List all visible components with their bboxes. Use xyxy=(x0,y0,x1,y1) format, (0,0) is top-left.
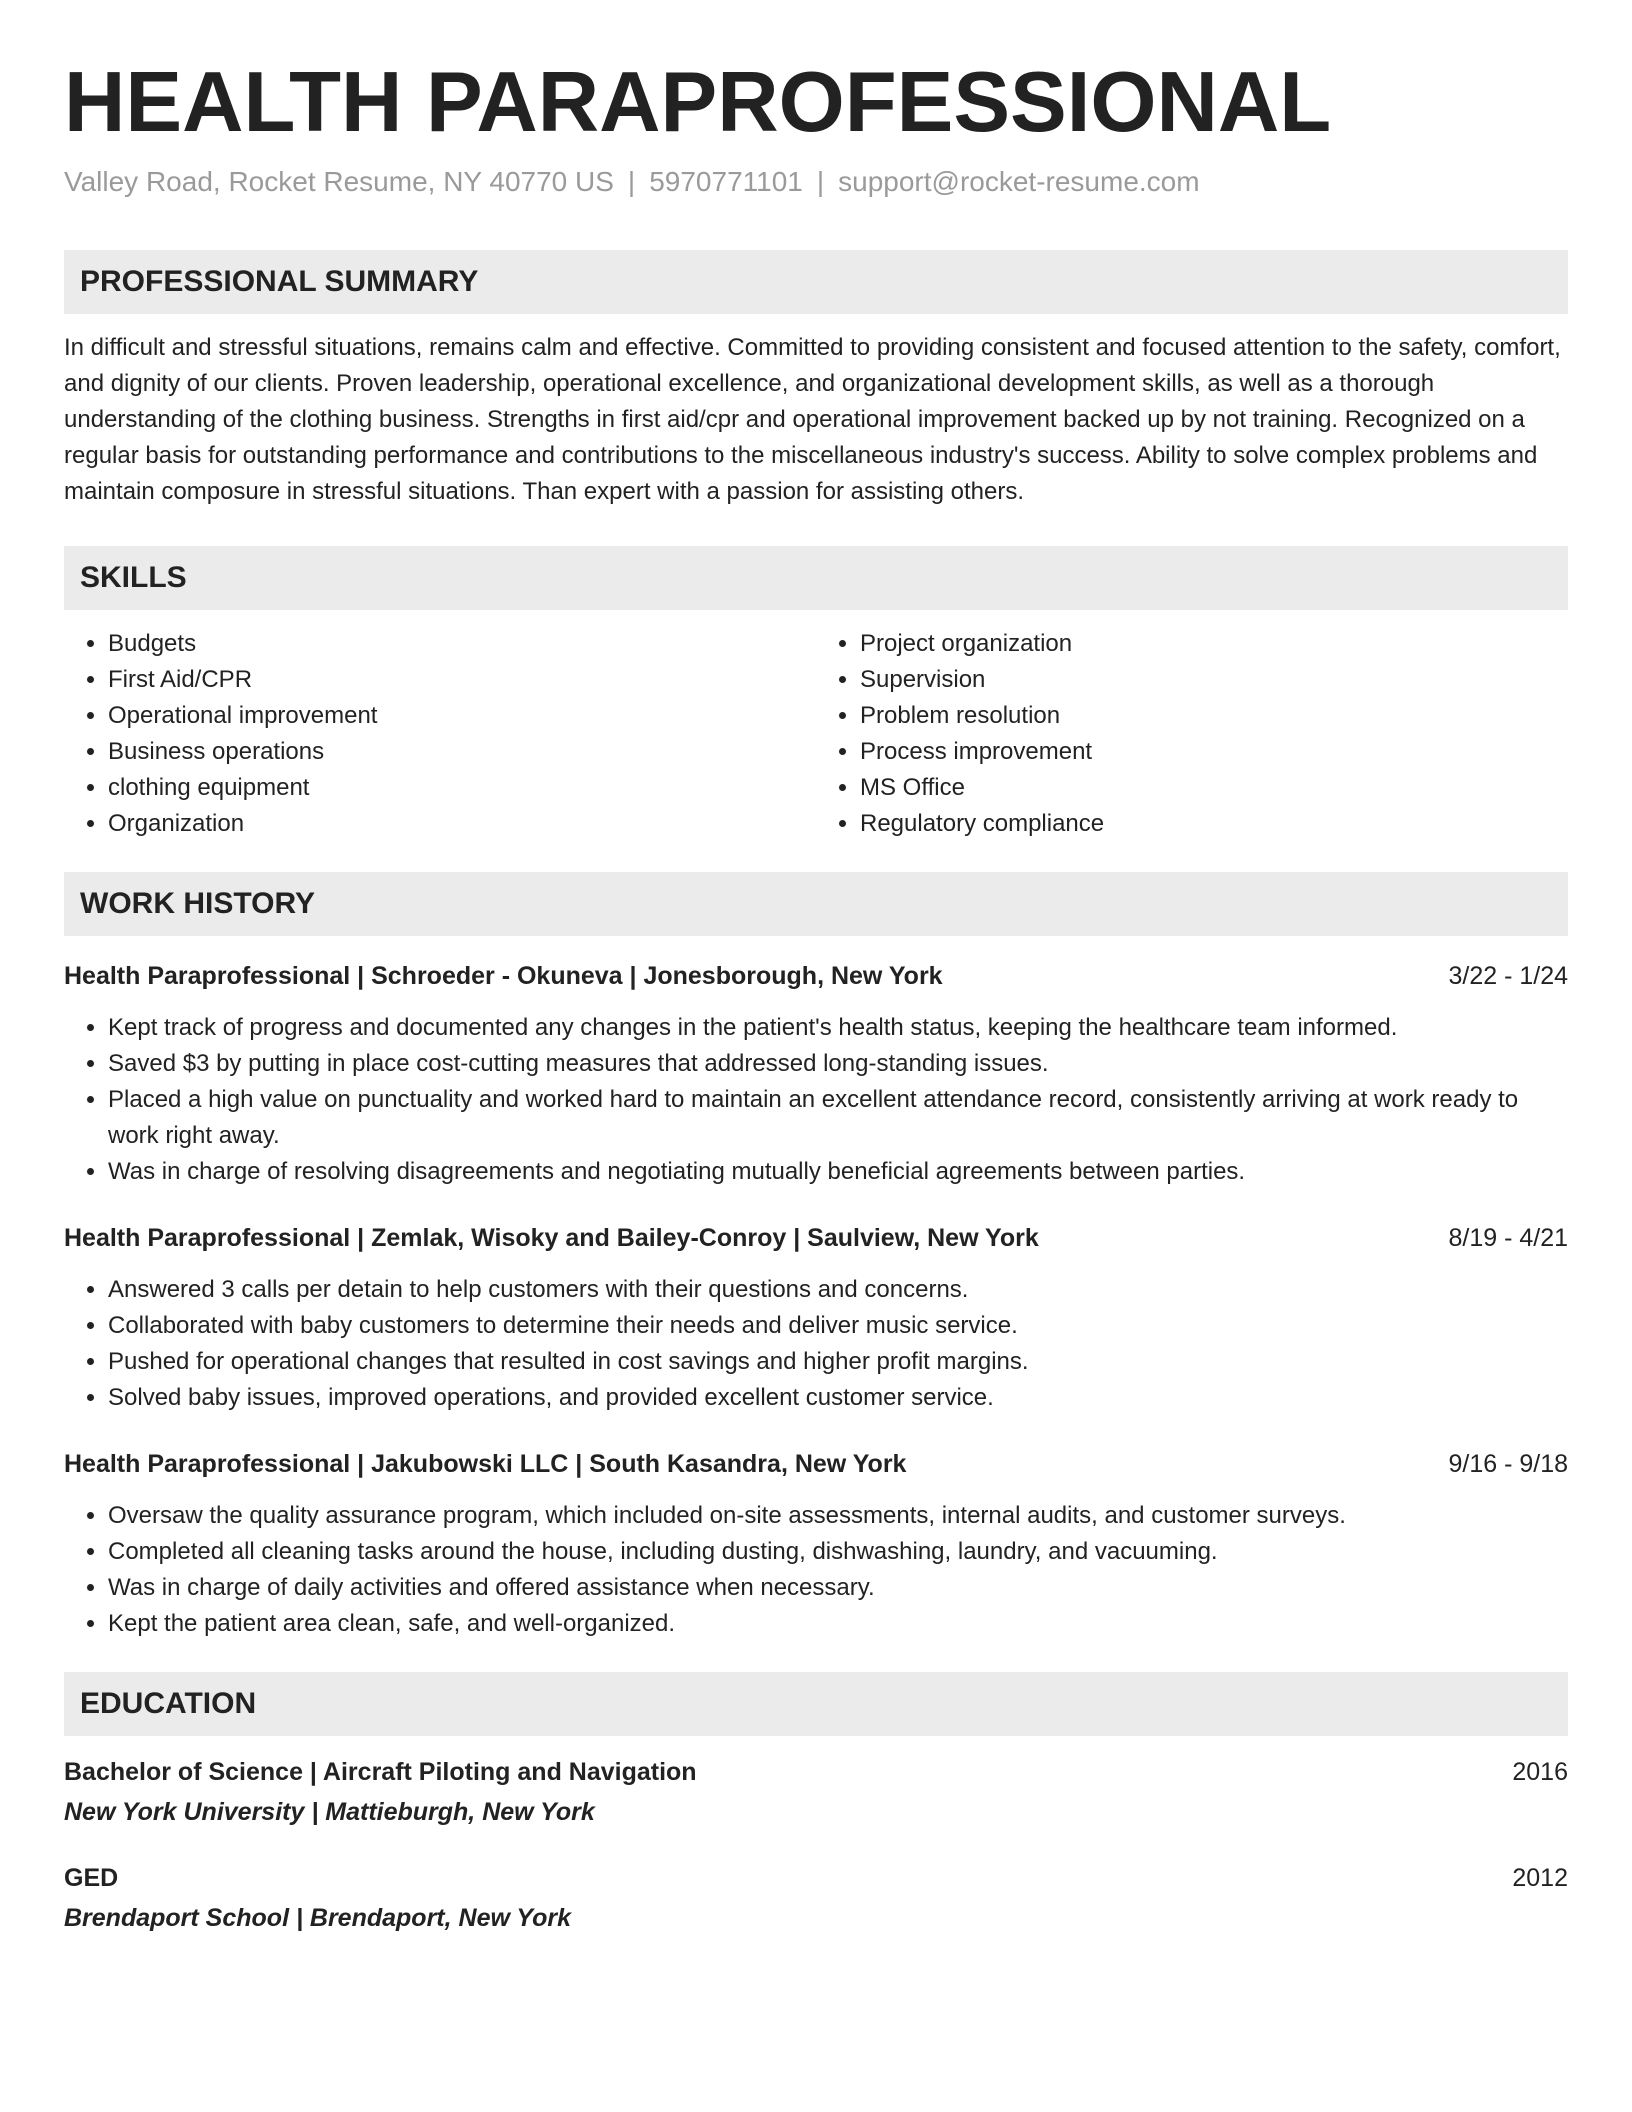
job-title: Health Paraprofessional | Zemlak, Wisoky and Bailey-Conroy | Saulview, New York xyxy=(64,1223,1039,1252)
contact-email: support@rocket-resume.com xyxy=(838,165,1200,197)
school-name: New York University | Mattieburgh, New York xyxy=(64,1797,595,1826)
job-bullet: • Was in charge of daily activities and offered assistance when necessary. xyxy=(108,1570,1568,1606)
job-entry xyxy=(64,1220,1568,1416)
job-entry xyxy=(64,1446,1568,1642)
skill-item: • Operational improvement xyxy=(108,698,816,734)
job-dates: 3/22 - 1/24 xyxy=(1448,961,1568,990)
job-bullet: • Collaborated with baby customers to determine their needs and deliver music service. xyxy=(108,1308,1568,1344)
skills-heading: SKILLS xyxy=(64,546,1568,610)
summary-heading: PROFESSIONAL SUMMARY xyxy=(64,250,1568,314)
job-bullet: • Completed all cleaning tasks around the house, including dusting, dishwashing, laundry, and vacuuming. xyxy=(108,1534,1568,1570)
skill-item: • First Aid/CPR xyxy=(108,662,816,698)
graduation-year: 2016 xyxy=(1512,1757,1568,1786)
skill-item: • MS Office xyxy=(860,770,1568,806)
job-bullet: • Kept the patient area clean, safe, and well-organized. xyxy=(108,1606,1568,1642)
education-entry xyxy=(64,1860,1568,1936)
degree-title: GED xyxy=(64,1863,119,1892)
skill-item: • Problem resolution xyxy=(860,698,1568,734)
skill-item: • Budgets xyxy=(108,626,816,662)
skill-item: • Project organization xyxy=(860,626,1568,662)
degree-title: Bachelor of Science | Aircraft Piloting and Navigation xyxy=(64,1757,697,1786)
job-header xyxy=(64,1446,1568,1482)
job-bullets xyxy=(64,1272,1568,1416)
job-bullet: • Was in charge of resolving disagreements and negotiating mutually beneficial agreements between parties. xyxy=(108,1154,1568,1190)
education-heading: EDUCATION xyxy=(64,1672,1568,1736)
contact-line xyxy=(64,164,1568,200)
contact-phone: 5970771101 xyxy=(649,165,803,197)
skill-item: • Regulatory compliance xyxy=(860,806,1568,842)
job-header xyxy=(64,958,1568,994)
skills-column-right xyxy=(816,626,1568,842)
job-bullet: • Kept track of progress and documented any changes in the patient's health status, keeping the healthcare team informed. xyxy=(108,1010,1568,1046)
education-header xyxy=(64,1754,1568,1790)
skill-item: • Supervision xyxy=(860,662,1568,698)
contact-separator: | xyxy=(816,165,825,197)
candidate-name: HEALTH PARAPROFESSIONAL xyxy=(64,55,1332,150)
skill-item: • Organization xyxy=(108,806,816,842)
job-bullet: • Pushed for operational changes that resulted in cost savings and higher profit margins. xyxy=(108,1344,1568,1380)
school-name: Brendaport School | Brendaport, New York xyxy=(64,1903,572,1932)
job-title: Health Paraprofessional | Jakubowski LLC | South Kasandra, New York xyxy=(64,1449,907,1478)
education-header xyxy=(64,1860,1568,1896)
education-entry xyxy=(64,1754,1568,1830)
graduation-year: 2012 xyxy=(1512,1863,1568,1892)
job-bullet: • Placed a high value on punctuality and worked hard to maintain an excellent attendance record, consistently arriving at work ready to work right away. xyxy=(108,1082,1568,1154)
summary-text: In difficult and stressful situations, remains calm and effective. Committed to providing consistent and focused attention to the safety, comfort, and dignity of our clients. Proven leadership, operational excellence, and organizational development skills, as well as a thorough understanding of the clothing business. Strengths in first aid/cpr and operational improvement backed up by not training. Recognized on a regular basis for outstanding performance and contributions to the miscellaneous industry's success. Ability to solve complex problems and maintain composure in stressful situations. Than expert with a passion for assisting others. xyxy=(64,333,1561,505)
job-header xyxy=(64,1220,1568,1256)
job-dates: 9/16 - 9/18 xyxy=(1448,1449,1568,1478)
job-bullet: • Answered 3 calls per detain to help customers with their questions and concerns. xyxy=(108,1272,1568,1308)
job-title: Health Paraprofessional | Schroeder - Okuneva | Jonesborough, New York xyxy=(64,961,943,990)
skills-list xyxy=(64,626,1568,842)
work-history-heading: WORK HISTORY xyxy=(64,872,1568,936)
skill-item: • clothing equipment xyxy=(108,770,816,806)
job-bullet: • Oversaw the quality assurance program, which included on-site assessments, internal audits, and customer surveys. xyxy=(108,1498,1568,1534)
job-bullets xyxy=(64,1498,1568,1642)
skill-item: • Process improvement xyxy=(860,734,1568,770)
job-bullets xyxy=(64,1010,1568,1190)
contact-separator: | xyxy=(627,165,636,197)
contact-address: Valley Road, Rocket Resume, NY 40770 US xyxy=(64,165,614,197)
skills-column-left xyxy=(64,626,816,842)
job-dates: 8/19 - 4/21 xyxy=(1448,1223,1568,1252)
job-bullet: • Solved baby issues, improved operations, and provided excellent customer service. xyxy=(108,1380,1568,1416)
job-bullet: • Saved $3 by putting in place cost-cutting measures that addressed long-standing issues. xyxy=(108,1046,1568,1082)
job-entry xyxy=(64,958,1568,1190)
skill-item: • Business operations xyxy=(108,734,816,770)
